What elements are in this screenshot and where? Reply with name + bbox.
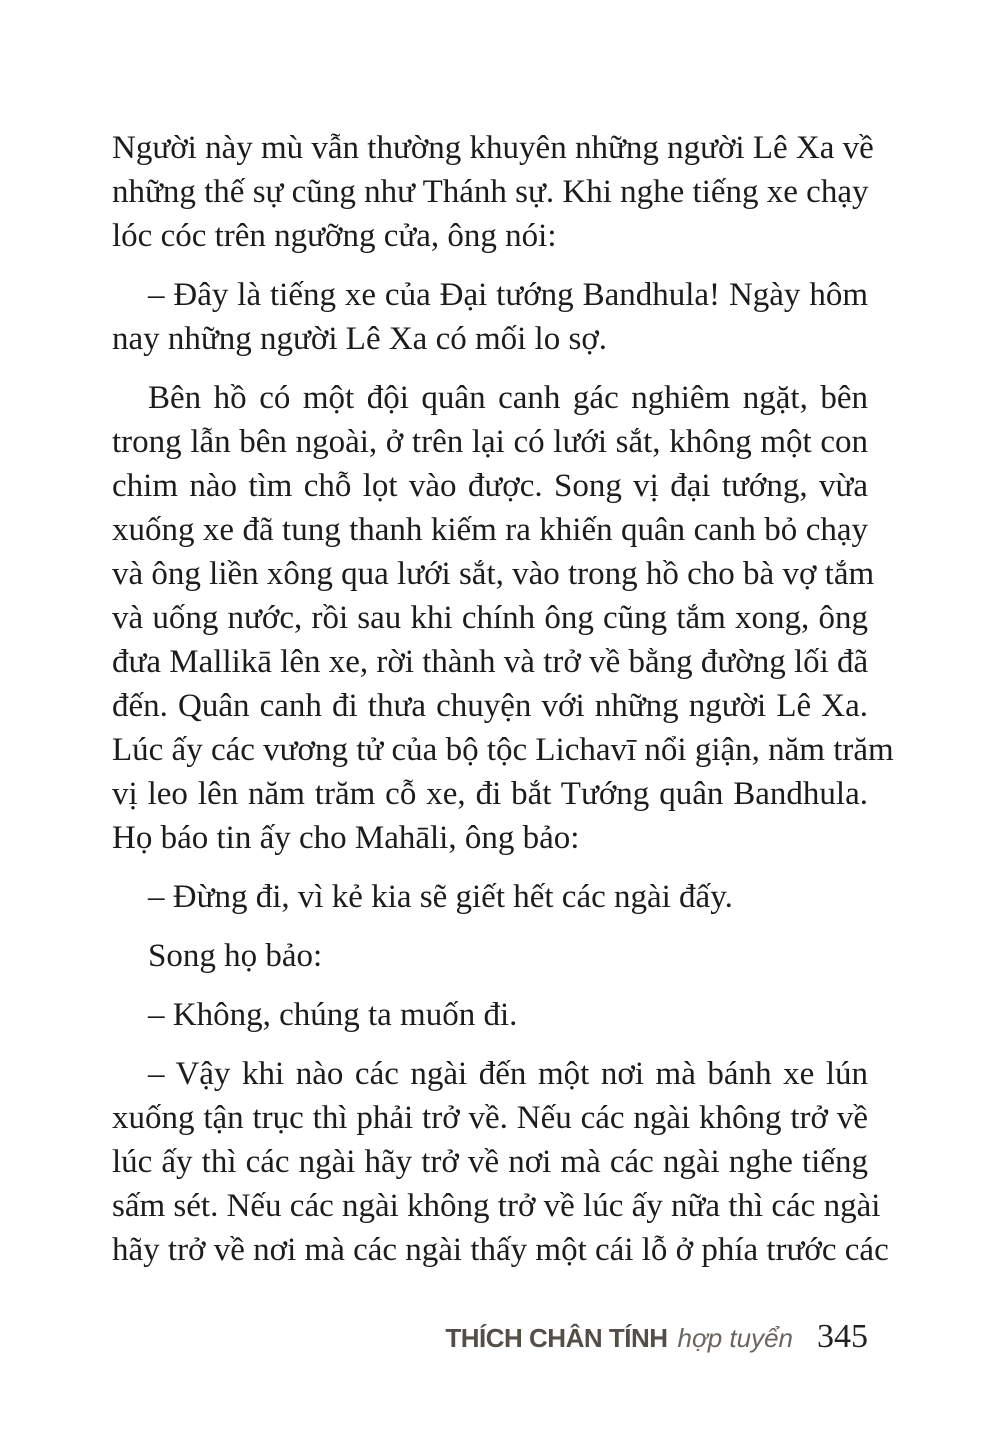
text-line: Họ báo tin ấy cho Mahāli, ông bảo: [112, 820, 580, 856]
page-number: 345 [817, 1318, 868, 1355]
text-line: lúc ấy thì các ngài hãy trở về nơi mà các ngài nghe tiếng [112, 1144, 868, 1180]
paragraph [112, 993, 868, 1037]
text-line: xuống tận trục thì phải trở về. Nếu các ngài không trở về [112, 1100, 868, 1136]
page-footer [112, 1318, 868, 1356]
text-line: và uống nước, rồi sau khi chính ông cũng tắm xong, ông [112, 600, 868, 636]
text-line: xuống xe đã tung thanh kiếm ra khiến quân canh bỏ chạy [112, 512, 868, 548]
text-line: – Không, chúng ta muốn đi. [148, 997, 518, 1033]
text-line: Lúc ấy các vương tử của bộ tộc Lichavī nổi giận, năm trăm [112, 732, 894, 768]
text-line: Người này mù vẫn thường khuyên những người Lê Xa về [112, 130, 874, 166]
footer-author-name: THÍCH CHÂN TÍNH [445, 1323, 668, 1353]
text-line: lóc cóc trên ngưỡng cửa, ông nói: [112, 218, 557, 254]
text-line: trong lẫn bên ngoài, ở trên lại có lưới sắt, không một con [112, 424, 868, 460]
text-line: đưa Mallikā lên xe, rời thành và trở về bằng đường lối đã [112, 644, 869, 680]
text-line: những thế sự cũng như Thánh sự. Khi nghe tiếng xe chạy [112, 174, 869, 210]
text-line: hãy trở về nơi mà các ngài thấy một cái lỗ ở phía trước các [112, 1232, 889, 1268]
body-text [112, 126, 894, 1272]
text-line: – Vậy khi nào các ngài đến một nơi mà bánh xe lún [148, 1056, 868, 1092]
paragraph [112, 1052, 889, 1272]
text-line: – Đây là tiếng xe của Đại tướng Bandhula! Ngày hôm [148, 277, 868, 313]
text-line: chim nào tìm chỗ lọt vào được. Song vị đại tướng, vừa [112, 468, 868, 504]
paragraph [112, 875, 868, 919]
text-line: sấm sét. Nếu các ngài không trở về lúc ấy nữa thì các ngài [112, 1188, 881, 1224]
text-line: đến. Quân canh đi thưa chuyện với những người Lê Xa. [112, 688, 868, 724]
text-line: – Đừng đi, vì kẻ kia sẽ giết hết các ngài đấy. [148, 879, 733, 915]
text-line: Bên hồ có một đội quân canh gác nghiêm ngặt, bên [148, 380, 868, 416]
paragraph [112, 126, 874, 258]
paragraph [112, 934, 868, 978]
text-line: nay những người Lê Xa có mối lo sợ. [112, 321, 608, 357]
footer-collection-title: hợp tuyển [677, 1323, 793, 1353]
paragraph [112, 376, 894, 860]
text-line: vị leo lên năm trăm cỗ xe, đi bắt Tướng quân Bandhula. [112, 776, 868, 812]
paragraph [112, 273, 868, 361]
text-line: và ông liền xông qua lưới sắt, vào trong hồ cho bà vợ tắm [112, 556, 875, 592]
text-line: Song họ bảo: [148, 938, 323, 974]
